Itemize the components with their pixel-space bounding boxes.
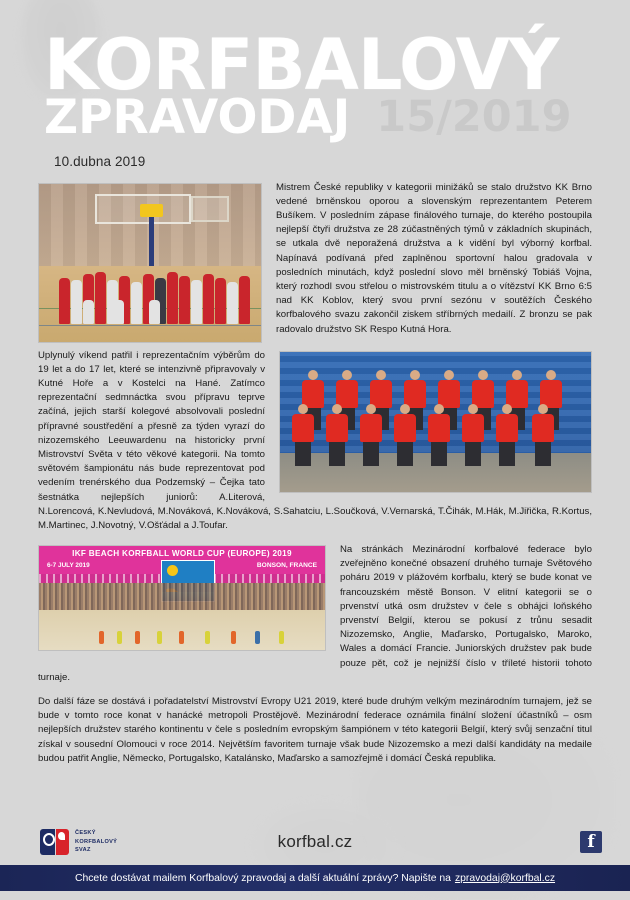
issue-number: 15/2019 bbox=[376, 91, 572, 142]
article-body bbox=[38, 181, 592, 766]
photo-beach-korfball-world-cup bbox=[38, 545, 326, 651]
page-subtitle: ZPRAVODAJ bbox=[44, 90, 351, 146]
photo-national-team bbox=[279, 351, 592, 493]
website-link[interactable]: korfbal.cz bbox=[277, 832, 353, 851]
paragraph-me-u21: Do další fáze se dostává i pořadatelství Mistrovství Evropy U21 2019, které bude druhým velkým mezinárodním turnajem, jež se bude v tomto roce konat v hanácké metropoli Prostějově. Mezinárodní federace oznámila finální složení účastníků – osm nejlepších družstev starého kontinentu v čele s posledním evropským šampiónem v této kategorii Belgií, který svůj senzační titul získal v sousední Olomouci v roce 2014. Největším favoritem turnaje však bude Nizozemsko a mezi další kandidáty na medaile budou patřit Anglie, Německo, Portugalsko, Katalánsko, Maďarsko a samozřejmě i domácí Česká republika. bbox=[38, 695, 592, 764]
crowd bbox=[39, 583, 325, 613]
beach-sand bbox=[39, 610, 325, 650]
paragraph-minizaci: Mistrem České republiky v kategorii minižáků se stalo družstvo KK Brno vedené brněnskou oporou a slovenským reprezentantem Peterem Bušíkem. V posledním zápase finálového turnaje, do kterého postoupila nejlepší čtyři družstva ze 28 zúčastněných týmů v základních skupinách, se utkala dvě neporažená družstva a k vidění byl výborný korfbal. Napínavá podívaná před zaplněnou sportovní halou gradovala v posledních minutách, když poslední slovo měl brněnský Tobiáš Vojna, který rozhodl svou střelou o mistrovském titulu a o vítězství KK Brno 6:5 nad KK Koblov, který svou první sezónu v soutěžích Českého korfbalového svazu zakončil ziskem stříbrných medailí. Z bronzu se pak radovalo družstvo SK Respo Kutná Hora. bbox=[276, 181, 592, 335]
team-group bbox=[57, 260, 251, 324]
blue-wall-scene bbox=[280, 352, 591, 492]
photo-team-minizaci bbox=[38, 183, 262, 343]
paragraph-reprezentace: Uplynulý víkend patřil i reprezentačním výběrům do 19 let a do 17 let, které se intenzivně připravovaly v Kutné Hoře a v Kostelci na Hané. Zatímco reprezentační sedmnáctka svou přípravu teprve začíná, jejich starší kolegové absolvovali poslední přípravné soustředění a přesně za týden vyrazí do nizozemského Leeuwardenu na historicky první Mistrovství Světa v této věkové kategorii. Na tomto světovém šampionátu nás bude reprezentovat pod vedením trenérského dua Podzemský – Čejka tato šestnátka nejlepších juniorů: A.Literová, N.Lorencová, K.Nevludová, M.Nováková, K.Nováková, S.Sahatciu, L.Součková, V.Vernarská, T.Čihák, M.Hák, M.Jiřička, R.Kortus, M.Martinec, J.Novotný, V.Ošťádal a J.Toufar. bbox=[38, 349, 592, 531]
beach-banner-date: 6-7 JULY 2019 bbox=[47, 562, 90, 570]
subscribe-bar bbox=[0, 865, 630, 891]
newsletter-header bbox=[0, 0, 630, 169]
publication-date: 10.dubna 2019 bbox=[54, 153, 146, 169]
korfball-basket-icon bbox=[140, 204, 163, 217]
federation-name-line2: KORFBALOVÝ bbox=[75, 838, 118, 845]
masthead-second-row bbox=[44, 90, 630, 146]
page-title: KORFBALOVÝ bbox=[44, 24, 559, 106]
subscribe-text: Chcete dostávat mailem Korfbalový zpravodaj a další aktuální zprávy? Napište na bbox=[74, 872, 451, 884]
facebook-icon[interactable]: f bbox=[580, 831, 602, 853]
gym-scene bbox=[39, 184, 261, 342]
federation-name-line3: SVAZ bbox=[75, 847, 91, 854]
masthead bbox=[0, 24, 630, 146]
federation-name-line1: ČESKÝ bbox=[75, 830, 96, 837]
paragraph-beach-korfball: Na stránkách Mezinárodní korfbalové federace bylo zveřejněno konečné obsazení druhého turnaje Světového poháru 2019 v plážovém korfbalu, který se bude konat ve francouzském městě Bonson. V elitní kategorii se o prvenství utká osm družstev v čele s obhájci loňského prvenství Belgií, kterou se pokusí z trůnu sesadit Nizozemsko, Anglie, Maďarsko, Portugalsko, Maroko, Wales a domácí Francie. Juniorských družstev pak bude pouze pět, což je nejnižší číslo v tříleté historii tohoto turnaje. bbox=[38, 544, 592, 683]
team-row-front bbox=[292, 404, 579, 466]
beach-banner-title: IKF BEACH KORFBALL WORLD CUP (EUROPE) 2019 bbox=[72, 549, 292, 559]
subscribe-email-link[interactable]: zpravodaj@korfbal.cz bbox=[454, 872, 556, 884]
beach-banner-place: BONSON, FRANCE bbox=[256, 562, 317, 570]
footer bbox=[0, 819, 630, 865]
sun-icon bbox=[167, 565, 178, 576]
beach-scene bbox=[39, 546, 325, 650]
backboard-secondary-icon bbox=[191, 196, 229, 222]
